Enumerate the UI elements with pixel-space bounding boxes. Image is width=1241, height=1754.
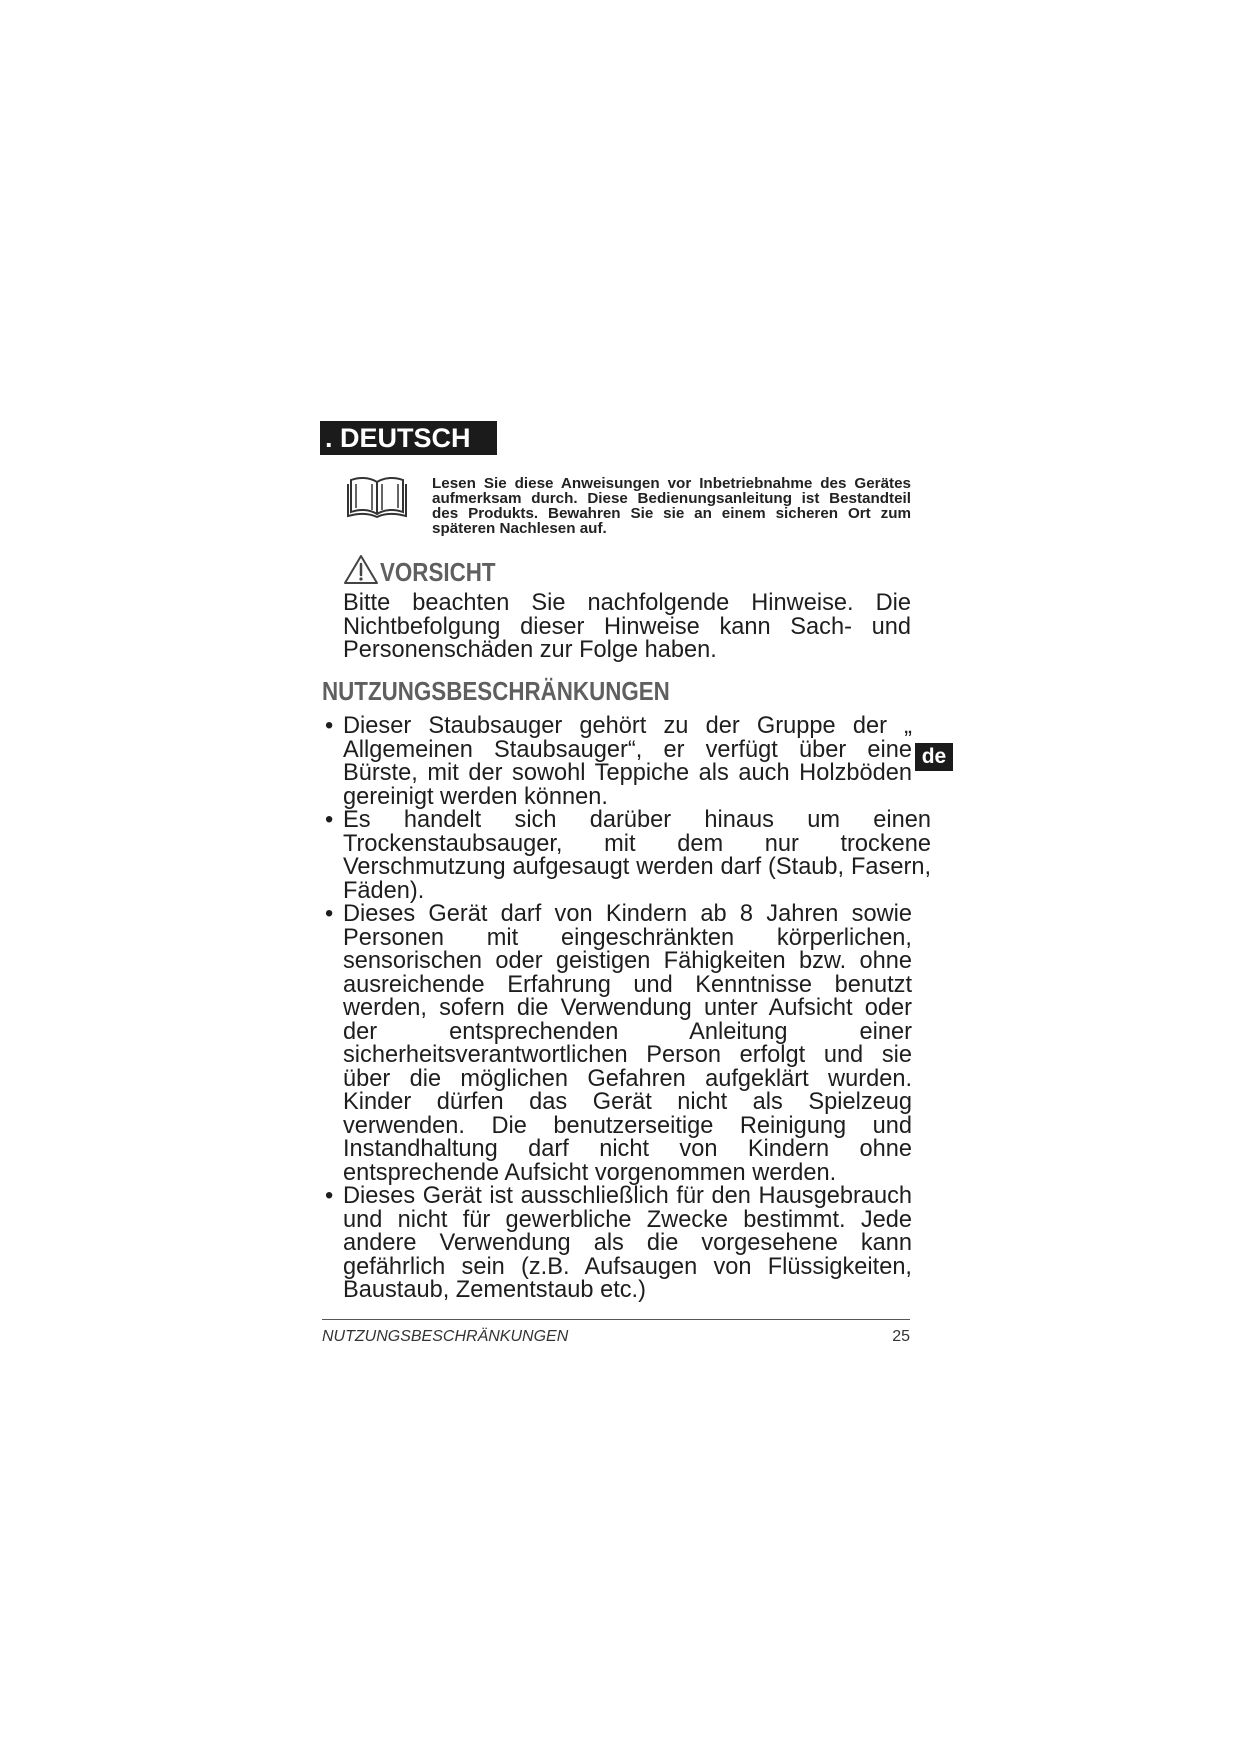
footer-divider	[322, 1319, 910, 1320]
bullet: •	[325, 713, 334, 739]
list-item	[322, 903, 912, 1185]
open-book-icon	[347, 474, 407, 518]
warning-triangle-icon	[343, 554, 379, 585]
intro-text: Lesen Sie diese Anweisungen vor Inbetriebnahme des Gerätes aufmerksam durch. Diese Bedienungsanleitung ist Bestandteil des Produkts. Bewahren Sie sie an einem sicheren Ort zum späteren Nachlesen auf.	[432, 475, 911, 537]
warning-title: VORSICHT	[380, 557, 496, 587]
list-item-text: Dieser Staubsauger gehört zu der Gruppe der „ Allgemeinen Staubsauger“, er verfügt über eine Bürste, mit der sowohl Teppiche als auch Holzböden gereinigt werden können.	[343, 713, 912, 810]
list-item	[322, 809, 931, 903]
list-item	[322, 1185, 912, 1303]
footer-title: NUTZUNGSBESCHRÄNKUNGEN	[322, 1328, 569, 1345]
list-item	[322, 715, 912, 809]
list-item-text: Es handelt sich darüber hinaus um einen Trockenstaubsauger, mit dem nur trockene Verschmutzung aufgesaugt werden darf (Staub, Fasern, Fäden).	[343, 807, 931, 904]
language-tab: de	[915, 743, 953, 771]
language-banner: . DEUTSCH	[320, 421, 497, 455]
list-item-text: Dieses Gerät darf von Kindern ab 8 Jahren sowie Personen mit eingeschränkten körperlichen, sensorischen oder geistigen Fähigkeiten bzw. ohne ausreichende Erfahrung und Kenntnisse benutzt werden, sofern die Verwendung unter Aufsicht oder der entsprechenden Anleitung einer sicherheitsverantwortlichen Person erfolgt und sie über die möglichen Gefahren aufgeklärt wurden. Kinder dürfen das Gerät nicht als Spielzeug verwenden. Die benutzerseitige Reinigung und Instandhaltung darf nicht von Kindern ohne entsprechende Aufsicht vorgenommen werden.	[343, 901, 912, 1186]
list-item-text: Dieses Gerät ist ausschließlich für den Hausgebrauch und nicht für gewerbliche Zwecke bestimmt. Jede andere Verwendung als die vorgesehene kann gefährlich sein (z.B. Aufsaugen von Flüssigkeiten, Baustaub, Zementstaub etc.)	[343, 1183, 912, 1303]
bullet: •	[325, 901, 334, 927]
warning-text: Bitte beachten Sie nachfolgende Hinweise. Die Nichtbefolgung dieser Hinweise kann Sach- und Personenschäden zur Folge haben.	[343, 590, 911, 663]
page-number: 25	[892, 1328, 910, 1345]
bullet: •	[325, 1183, 334, 1209]
restrictions-list	[322, 713, 931, 1303]
section-title: NUTZUNGSBESCHRÄNKUNGEN	[322, 676, 670, 706]
bullet: •	[325, 807, 334, 833]
